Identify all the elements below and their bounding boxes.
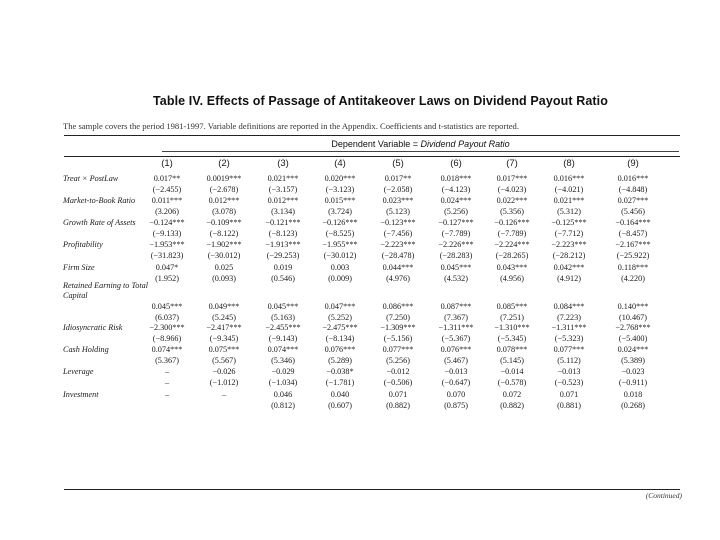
tstat-cell: (−30.012) bbox=[207, 251, 241, 260]
column-header: (3) bbox=[277, 158, 289, 169]
dependent-variable-prefix: Dependent Variable = bbox=[331, 139, 421, 149]
coefficient-cell: −0.124*** bbox=[149, 218, 185, 227]
tstat-cell: (5.456) bbox=[621, 207, 645, 216]
tstat-cell: (7.223) bbox=[557, 313, 581, 322]
coefficient-cell: 0.024*** bbox=[617, 345, 649, 354]
coefficient-cell: −0.121*** bbox=[265, 218, 301, 227]
tstat-cell: (−9.143) bbox=[268, 334, 298, 343]
coefficient-cell: −0.029 bbox=[271, 367, 295, 376]
column-header: (6) bbox=[450, 158, 462, 169]
tstat-cell: – bbox=[164, 378, 170, 387]
coefficient-cell: 0.025 bbox=[214, 263, 234, 272]
column-header: (8) bbox=[563, 158, 575, 169]
coefficient-cell: −1.902*** bbox=[206, 240, 242, 249]
coefficient-cell: −1.311*** bbox=[551, 323, 587, 332]
coefficient-cell: 0.012*** bbox=[208, 196, 240, 205]
coefficient-cell: 0.086*** bbox=[382, 302, 414, 311]
tstat-cell: (−8.123) bbox=[268, 229, 298, 238]
tstat-cell: (−1.034) bbox=[268, 378, 298, 387]
coefficient-cell: 0.118*** bbox=[617, 263, 649, 272]
coefficient-cell: 0.078*** bbox=[496, 345, 528, 354]
coefficient-cell: −1.310*** bbox=[494, 323, 530, 332]
coefficient-cell: −0.126*** bbox=[322, 218, 358, 227]
tstat-cell: (4.956) bbox=[500, 274, 524, 283]
coefficient-cell: −2.223*** bbox=[551, 240, 587, 249]
top-rule bbox=[64, 135, 680, 136]
tstat-cell: (−0.578) bbox=[497, 378, 527, 387]
tstat-cell: (−3.123) bbox=[325, 185, 355, 194]
row-label: Leverage bbox=[63, 367, 94, 376]
coefficient-cell: −1.311*** bbox=[438, 323, 474, 332]
coefficient-cell: −0.012 bbox=[386, 367, 410, 376]
tstat-cell: (−2.678) bbox=[209, 185, 239, 194]
tstat-cell: (−2.058) bbox=[383, 185, 413, 194]
tstat-cell: (−1.012) bbox=[209, 378, 239, 387]
coefficient-cell: 0.018 bbox=[623, 390, 643, 399]
coefficient-cell: 0.003 bbox=[330, 263, 350, 272]
coefficient-cell: 0.016*** bbox=[553, 174, 585, 183]
tstat-cell: (0.882) bbox=[500, 401, 524, 410]
dependent-variable-header bbox=[162, 139, 679, 149]
coefficient-cell: −2.300*** bbox=[149, 323, 185, 332]
coefficient-cell: 0.021*** bbox=[267, 174, 299, 183]
tstat-cell: (−8.457) bbox=[618, 229, 648, 238]
tstat-cell: (3.134) bbox=[271, 207, 295, 216]
column-header: (9) bbox=[627, 158, 639, 169]
results-table bbox=[0, 172, 720, 490]
tstat-cell: (−8.966) bbox=[152, 334, 182, 343]
header-rule bbox=[64, 156, 680, 157]
coefficient-cell: 0.075*** bbox=[208, 345, 240, 354]
coefficient-cell: 0.074*** bbox=[151, 345, 183, 354]
tstat-cell: (3.724) bbox=[328, 207, 352, 216]
tstat-cell: (5.245) bbox=[212, 313, 236, 322]
coefficient-cell: 0.027*** bbox=[617, 196, 649, 205]
tstat-cell: (−0.523) bbox=[554, 378, 584, 387]
tstat-cell: (5.112) bbox=[557, 356, 581, 365]
column-headers bbox=[0, 158, 720, 172]
coefficient-cell: 0.040 bbox=[330, 390, 350, 399]
coefficient-cell: −0.125*** bbox=[551, 218, 587, 227]
coefficient-cell: 0.140*** bbox=[617, 302, 649, 311]
coefficient-cell: – bbox=[164, 367, 170, 376]
tstat-cell: (5.163) bbox=[271, 313, 295, 322]
dependent-variable-rule bbox=[162, 151, 679, 152]
tstat-cell: (−2.455) bbox=[152, 185, 182, 194]
tstat-cell: (5.256) bbox=[386, 356, 410, 365]
coefficient-cell: 0.047*** bbox=[324, 302, 356, 311]
column-header: (4) bbox=[334, 158, 346, 169]
row-label: Cash Holding bbox=[63, 345, 109, 354]
tstat-cell: (1.952) bbox=[155, 274, 179, 283]
tstat-cell: (−0.911) bbox=[618, 378, 648, 387]
coefficient-cell: −0.038* bbox=[326, 367, 354, 376]
tstat-cell: (6.037) bbox=[155, 313, 179, 322]
tstat-cell: (5.346) bbox=[271, 356, 295, 365]
tstat-cell: (−5.323) bbox=[554, 334, 584, 343]
tstat-cell: (5.145) bbox=[500, 356, 524, 365]
coefficient-cell: −0.123*** bbox=[380, 218, 416, 227]
tstat-cell: (4.912) bbox=[557, 274, 581, 283]
coefficient-cell: 0.049*** bbox=[208, 302, 240, 311]
tstat-cell: (5.312) bbox=[557, 207, 581, 216]
column-header: (7) bbox=[506, 158, 518, 169]
tstat-cell: (−25.922) bbox=[616, 251, 650, 260]
coefficient-cell: 0.019 bbox=[273, 263, 293, 272]
tstat-cell: (0.546) bbox=[271, 274, 295, 283]
tstat-cell: (5.256) bbox=[444, 207, 468, 216]
coefficient-cell: 0.077*** bbox=[553, 345, 585, 354]
tstat-cell: (10.467) bbox=[619, 313, 647, 322]
tstat-cell: (−7.456) bbox=[383, 229, 413, 238]
tstat-cell: (−30.012) bbox=[323, 251, 357, 260]
coefficient-cell: 0.045*** bbox=[440, 263, 472, 272]
tstat-cell: (5.289) bbox=[328, 356, 352, 365]
coefficient-cell: −0.026 bbox=[212, 367, 236, 376]
coefficient-cell: 0.045*** bbox=[151, 302, 183, 311]
tstat-cell: (−7.789) bbox=[497, 229, 527, 238]
tstat-cell: (−28.265) bbox=[495, 251, 529, 260]
tstat-cell: (7.251) bbox=[500, 313, 524, 322]
table-description: The sample covers the period 1981-1997. Variable definitions are reported in the Appendix. Coefficients and t-statistics are reported. bbox=[63, 121, 519, 131]
coefficient-cell: 0.021*** bbox=[553, 196, 585, 205]
tstat-cell: (−4.123) bbox=[441, 185, 471, 194]
coefficient-cell: −0.164*** bbox=[615, 218, 651, 227]
row-label: Profitability bbox=[63, 240, 103, 249]
coefficient-cell: 0.074*** bbox=[267, 345, 299, 354]
tstat-cell: (−0.647) bbox=[441, 378, 471, 387]
column-header: (1) bbox=[161, 158, 173, 169]
row-label: Firm Size bbox=[63, 263, 95, 272]
tstat-cell: (−7.712) bbox=[554, 229, 584, 238]
coefficient-cell: 0.024*** bbox=[440, 196, 472, 205]
coefficient-cell: 0.0019*** bbox=[206, 174, 242, 183]
coefficient-cell: 0.084*** bbox=[553, 302, 585, 311]
tstat-cell: (−31.823) bbox=[150, 251, 184, 260]
coefficient-cell: −1.953*** bbox=[149, 240, 185, 249]
coefficient-cell: −2.768*** bbox=[615, 323, 651, 332]
tstat-cell: (−7.789) bbox=[441, 229, 471, 238]
tstat-cell: (5.389) bbox=[621, 356, 645, 365]
tstat-cell: (−4.023) bbox=[497, 185, 527, 194]
tstat-cell: (−5.156) bbox=[383, 334, 413, 343]
coefficient-cell: −1.955*** bbox=[322, 240, 358, 249]
tstat-cell: (5.567) bbox=[212, 356, 236, 365]
coefficient-cell: 0.017** bbox=[384, 174, 412, 183]
tstat-cell: (−29.253) bbox=[266, 251, 300, 260]
column-header: (5) bbox=[392, 158, 404, 169]
row-label: Investment bbox=[63, 390, 99, 399]
coefficient-cell: −0.013 bbox=[444, 367, 468, 376]
tstat-cell: (−1.781) bbox=[325, 378, 355, 387]
tstat-cell: (5.123) bbox=[386, 207, 410, 216]
tstat-cell: (4.220) bbox=[621, 274, 645, 283]
coefficient-cell: 0.043*** bbox=[496, 263, 528, 272]
row-label: Market-to-Book Ratio bbox=[63, 196, 136, 205]
row-label: Idiosyncratic Risk bbox=[63, 323, 123, 332]
coefficient-cell: – bbox=[221, 390, 227, 399]
coefficient-cell: −0.014 bbox=[500, 367, 524, 376]
tstat-cell: (0.009) bbox=[328, 274, 352, 283]
coefficient-cell: −2.455*** bbox=[265, 323, 301, 332]
coefficient-cell: 0.044*** bbox=[382, 263, 414, 272]
tstat-cell: (−8.525) bbox=[325, 229, 355, 238]
tstat-cell: (5.467) bbox=[444, 356, 468, 365]
coefficient-cell: 0.011*** bbox=[151, 196, 183, 205]
coefficient-cell: −1.913*** bbox=[265, 240, 301, 249]
coefficient-cell: 0.018*** bbox=[440, 174, 472, 183]
coefficient-cell: 0.046 bbox=[273, 390, 293, 399]
coefficient-cell: 0.017*** bbox=[496, 174, 528, 183]
coefficient-cell: 0.017** bbox=[153, 174, 181, 183]
coefficient-cell: −2.417*** bbox=[206, 323, 242, 332]
coefficient-cell: 0.015*** bbox=[324, 196, 356, 205]
tstat-cell: (−4.021) bbox=[554, 185, 584, 194]
coefficient-cell: −0.126*** bbox=[494, 218, 530, 227]
tstat-cell: (0.607) bbox=[328, 401, 352, 410]
row-label: Retained Earning to Total Capital bbox=[63, 281, 148, 300]
coefficient-cell: −2.475*** bbox=[322, 323, 358, 332]
coefficient-cell: 0.047* bbox=[155, 263, 179, 272]
coefficient-cell: 0.072 bbox=[502, 390, 522, 399]
tstat-cell: (−8.122) bbox=[209, 229, 239, 238]
coefficient-cell: −0.127*** bbox=[438, 218, 474, 227]
tstat-cell: (0.268) bbox=[621, 401, 645, 410]
tstat-cell: (−4.848) bbox=[618, 185, 648, 194]
table-title: Table IV. Effects of Passage of Antitakeover Laws on Dividend Payout Ratio bbox=[153, 94, 608, 108]
tstat-cell: (−9.133) bbox=[152, 229, 182, 238]
tstat-cell: (4.532) bbox=[444, 274, 468, 283]
tstat-cell: (5.252) bbox=[328, 313, 352, 322]
tstat-cell: (−28.212) bbox=[552, 251, 586, 260]
coefficient-cell: 0.070 bbox=[446, 390, 466, 399]
tstat-cell: (4.976) bbox=[386, 274, 410, 283]
coefficient-cell: 0.016*** bbox=[617, 174, 649, 183]
tstat-cell: (−5.345) bbox=[497, 334, 527, 343]
coefficient-cell: 0.042*** bbox=[553, 263, 585, 272]
tstat-cell: (−5.367) bbox=[441, 334, 471, 343]
coefficient-cell: 0.023*** bbox=[382, 196, 414, 205]
coefficient-cell: 0.087*** bbox=[440, 302, 472, 311]
tstat-cell: (−28.283) bbox=[439, 251, 473, 260]
tstat-cell: (−5.400) bbox=[618, 334, 648, 343]
tstat-cell: (−3.157) bbox=[268, 185, 298, 194]
tstat-cell: (5.367) bbox=[155, 356, 179, 365]
coefficient-cell: – bbox=[164, 390, 170, 399]
coefficient-cell: 0.076*** bbox=[324, 345, 356, 354]
coefficient-cell: 0.012*** bbox=[267, 196, 299, 205]
coefficient-cell: 0.045*** bbox=[267, 302, 299, 311]
coefficient-cell: 0.071 bbox=[388, 390, 408, 399]
coefficient-cell: 0.085*** bbox=[496, 302, 528, 311]
coefficient-cell: −1.309*** bbox=[380, 323, 416, 332]
tstat-cell: (7.250) bbox=[386, 313, 410, 322]
coefficient-cell: 0.022*** bbox=[496, 196, 528, 205]
coefficient-cell: 0.076*** bbox=[440, 345, 472, 354]
tstat-cell: (−8.134) bbox=[325, 334, 355, 343]
coefficient-cell: −2.226*** bbox=[438, 240, 474, 249]
tstat-cell: (3.206) bbox=[155, 207, 179, 216]
tstat-cell: (5.356) bbox=[500, 207, 524, 216]
tstat-cell: (0.812) bbox=[271, 401, 295, 410]
row-label: Growth Rate of Assets bbox=[63, 218, 136, 227]
tstat-cell: (3.078) bbox=[212, 207, 236, 216]
coefficient-cell: −0.023 bbox=[621, 367, 645, 376]
tstat-cell: (7.367) bbox=[444, 313, 468, 322]
row-label: Treat × PostLaw bbox=[63, 174, 119, 183]
tstat-cell: (0.093) bbox=[212, 274, 236, 283]
coefficient-cell: −2.224*** bbox=[494, 240, 530, 249]
tstat-cell: (0.881) bbox=[557, 401, 581, 410]
column-header: (2) bbox=[218, 158, 230, 169]
tstat-cell: (−9.345) bbox=[209, 334, 239, 343]
coefficient-cell: −0.013 bbox=[557, 367, 581, 376]
tstat-cell: (−0.506) bbox=[383, 378, 413, 387]
bottom-rule bbox=[64, 489, 680, 490]
coefficient-cell: −0.109*** bbox=[206, 218, 242, 227]
tstat-cell: (0.875) bbox=[444, 401, 468, 410]
tstat-cell: (−28.478) bbox=[381, 251, 415, 260]
coefficient-cell: 0.077*** bbox=[382, 345, 414, 354]
coefficient-cell: −2.223*** bbox=[380, 240, 416, 249]
continued-note: (Continued) bbox=[645, 491, 682, 500]
tstat-cell: (0.882) bbox=[386, 401, 410, 410]
coefficient-cell: −2.167*** bbox=[615, 240, 651, 249]
coefficient-cell: 0.020*** bbox=[324, 174, 356, 183]
dependent-variable-name: Dividend Payout Ratio bbox=[420, 139, 510, 149]
coefficient-cell: 0.071 bbox=[559, 390, 579, 399]
